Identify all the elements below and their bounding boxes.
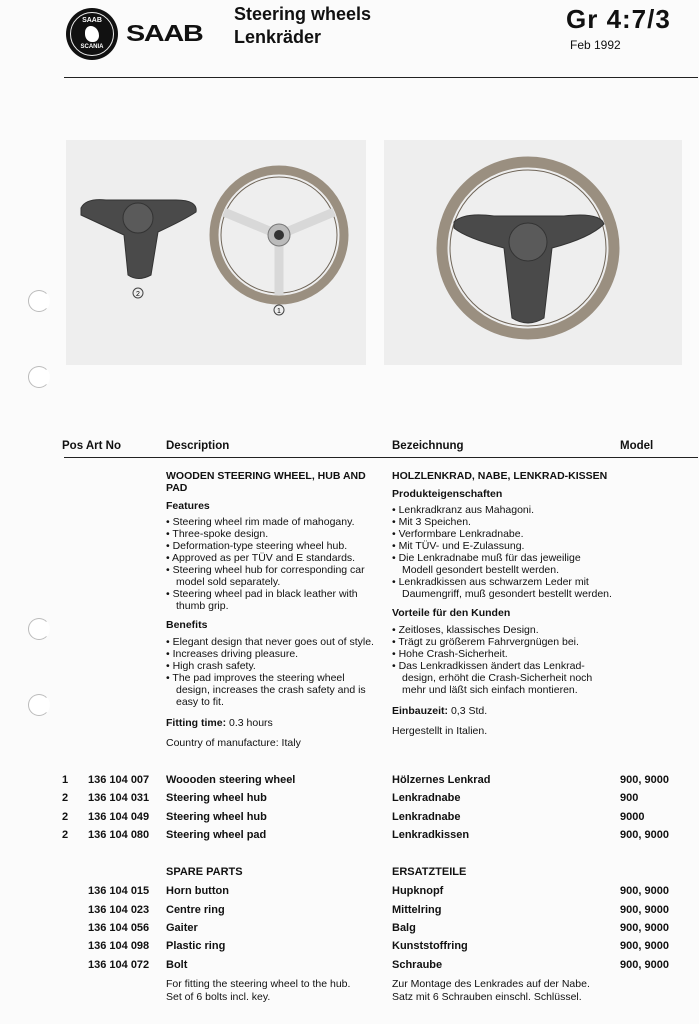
part-description: Centre ring xyxy=(166,904,225,916)
country-en: Country of manufacture: Italy xyxy=(166,737,301,749)
part-model: 900, 9000 xyxy=(620,774,669,786)
griffin-icon xyxy=(85,26,99,42)
list-item: • Steering wheel rim made of mahogany. xyxy=(166,516,380,528)
steering-parts-illustration xyxy=(66,140,366,365)
binder-hole xyxy=(28,694,50,716)
features-list-en xyxy=(166,516,380,612)
part-model: 9000 xyxy=(620,811,645,823)
part-bezeichnung: Lenkradnabe xyxy=(392,792,461,804)
list-item: • Elegant design that never goes out of style. xyxy=(166,636,380,648)
list-item: • Deformation-type steering wheel hub. xyxy=(166,540,380,552)
art-number: 136 104 031 xyxy=(88,792,150,804)
pos-number: 2 xyxy=(62,811,69,823)
list-item: • Approved as per TÜV and E standards. xyxy=(166,552,380,564)
list-item: • Three-spoke design. xyxy=(166,528,380,540)
logo-text-top: SAAB xyxy=(82,17,102,24)
part-model: 900, 9000 xyxy=(620,904,669,916)
binder-hole xyxy=(28,290,50,312)
spare-parts-heading-de: ERSATZTEILE xyxy=(392,866,467,878)
list-item: • Steering wheel hub for corresponding car model sold separately. xyxy=(166,564,380,588)
part-model: 900, 9000 xyxy=(620,885,669,897)
part-description: Steering wheel hub xyxy=(166,811,267,823)
column-header-bezeichnung: Bezeichnung xyxy=(392,440,464,452)
list-item: • Verformbare Lenkradnabe. xyxy=(392,528,612,540)
column-header-model: Model xyxy=(620,440,654,452)
product-heading-de: HOLZLENKRAD, NABE, LENKRAD-KISSEN xyxy=(392,470,608,482)
header-rule xyxy=(64,77,698,78)
part-model: 900, 9000 xyxy=(620,940,669,952)
part-bezeichnung: Balg xyxy=(392,922,416,934)
fitting-time-en xyxy=(166,717,380,729)
art-number: 136 104 049 xyxy=(88,811,150,823)
fitting-label-en: Fitting time: xyxy=(166,717,227,729)
list-item: • Lenkradkissen aus schwarzem Leder mit Daumengriff, muß gesondert bestellt werden. xyxy=(392,576,612,600)
part-description: Steering wheel hub xyxy=(166,792,267,804)
list-item: • High crash safety. xyxy=(166,660,380,672)
list-item: • Trägt zu größerem Fahrvergnügen bei. xyxy=(392,636,612,648)
part-model: 900, 9000 xyxy=(620,829,669,841)
art-number: 136 104 007 xyxy=(88,774,150,786)
part-bezeichnung: Mittelring xyxy=(392,904,442,916)
list-item: • Die Lenkradnabe muß für das jeweilige Modell gesondert bestellt werden. xyxy=(392,552,612,576)
part-model: 900, 9000 xyxy=(620,922,669,934)
part-bezeichnung: Schraube xyxy=(392,959,443,971)
pos-number: 2 xyxy=(62,792,69,804)
features-title-en: Features xyxy=(166,500,210,512)
bolt-note-en-1: For fitting the steering wheel to the hub. xyxy=(166,978,351,990)
part-description: Gaiter xyxy=(166,922,198,934)
bolt-note-de-2: Satz mit 6 Schrauben einschl. Schlüssel. xyxy=(392,991,582,1003)
list-item: • Steering wheel pad in black leather with thumb grip. xyxy=(166,588,380,612)
table-header-rule xyxy=(64,457,698,458)
page-title-en: Steering wheels xyxy=(234,4,372,24)
fitting-value-de: 0,3 Std. xyxy=(450,705,488,717)
art-number: 136 104 072 xyxy=(88,959,150,971)
list-item: • Mit TÜV- und E-Zulassung. xyxy=(392,540,612,552)
list-item: • Zeitloses, klassisches Design. xyxy=(392,624,612,636)
bolt-note-de-1: Zur Montage des Lenkrades auf der Nabe. xyxy=(392,978,590,990)
binder-hole xyxy=(28,618,50,640)
list-item: • Mit 3 Speichen. xyxy=(392,516,612,528)
spare-parts-heading-en: SPARE PARTS xyxy=(166,866,243,878)
binder-hole xyxy=(28,366,50,388)
benefits-list-de xyxy=(392,624,612,696)
part-bezeichnung: Kunststoffring xyxy=(392,940,468,952)
benefits-list-en xyxy=(166,636,380,708)
benefits-title-de: Vorteile für den Kunden xyxy=(392,607,511,619)
table-row xyxy=(0,959,699,975)
issue-date: Feb 1992 xyxy=(570,38,621,52)
description-block-en xyxy=(166,470,380,749)
fitting-value-en: 0.3 hours xyxy=(229,717,273,729)
part-description: Steering wheel pad xyxy=(166,829,267,841)
photo-assembled-wheel xyxy=(384,140,682,365)
saab-scania-logo xyxy=(66,8,118,60)
pos-number: 2 xyxy=(62,829,69,841)
part-description: Horn button xyxy=(166,885,229,897)
logo-text-bottom: SCANIA xyxy=(80,44,104,50)
description-block-de xyxy=(392,470,612,737)
list-item: • Increases driving pleasure. xyxy=(166,648,380,660)
art-number: 136 104 023 xyxy=(88,904,150,916)
art-number: 136 104 015 xyxy=(88,885,150,897)
column-header-pos-art: Pos Art No xyxy=(62,440,121,452)
table-row xyxy=(0,774,699,790)
table-row xyxy=(0,792,699,808)
callout-2: 2 xyxy=(136,291,140,298)
list-item: • Hohe Crash-Sicherheit. xyxy=(392,648,612,660)
table-row xyxy=(0,885,699,901)
table-row xyxy=(0,904,699,920)
features-list-de xyxy=(392,504,612,600)
photo-parts-1-2 xyxy=(66,140,366,365)
fitting-label-de: Einbauzeit: xyxy=(392,705,449,717)
table-row xyxy=(0,922,699,938)
part-bezeichnung: Lenkradnabe xyxy=(392,811,461,823)
part-bezeichnung: Hölzernes Lenkrad xyxy=(392,774,491,786)
product-heading-en: WOODEN STEERING WHEEL, HUB AND PAD xyxy=(166,470,366,494)
list-item: • Das Lenkradkissen ändert das Lenkrad-design, erhöht die Crash-Sicherheit noch mehr und läßt sich einfach montieren. xyxy=(392,660,612,696)
art-number: 136 104 098 xyxy=(88,940,150,952)
list-item: • The pad improves the steering wheel design, increases the crash safety and is easy to fit. xyxy=(166,672,380,708)
part-model: 900, 9000 xyxy=(620,959,669,971)
country-de: Hergestellt in Italien. xyxy=(392,725,488,737)
benefits-title-en: Benefits xyxy=(166,619,208,631)
column-header-description: Description xyxy=(166,440,230,452)
part-description: Bolt xyxy=(166,959,188,971)
pos-number: 1 xyxy=(62,774,69,786)
brand-wordmark: SAAB xyxy=(126,20,203,46)
part-description: Woooden steering wheel xyxy=(166,774,296,786)
assembled-steering-wheel-illustration xyxy=(384,140,682,365)
part-description: Plastic ring xyxy=(166,940,226,952)
group-number: Gr 4:7/3 xyxy=(566,4,671,34)
list-item: • Lenkradkranz aus Mahagoni. xyxy=(392,504,612,516)
callout-1: 1 xyxy=(277,308,281,315)
fitting-time-de xyxy=(392,705,612,717)
table-row xyxy=(0,829,699,845)
table-row xyxy=(0,940,699,956)
part-bezeichnung: Hupknopf xyxy=(392,885,444,897)
part-model: 900 xyxy=(620,792,639,804)
table-row xyxy=(0,811,699,827)
features-title-de: Produkteigenschaften xyxy=(392,488,503,500)
bolt-note-en-2: Set of 6 bolts incl. key. xyxy=(166,991,271,1003)
art-number: 136 104 080 xyxy=(88,829,150,841)
art-number: 136 104 056 xyxy=(88,922,150,934)
part-bezeichnung: Lenkradkissen xyxy=(392,829,470,841)
page-title-de: Lenkräder xyxy=(234,27,322,47)
